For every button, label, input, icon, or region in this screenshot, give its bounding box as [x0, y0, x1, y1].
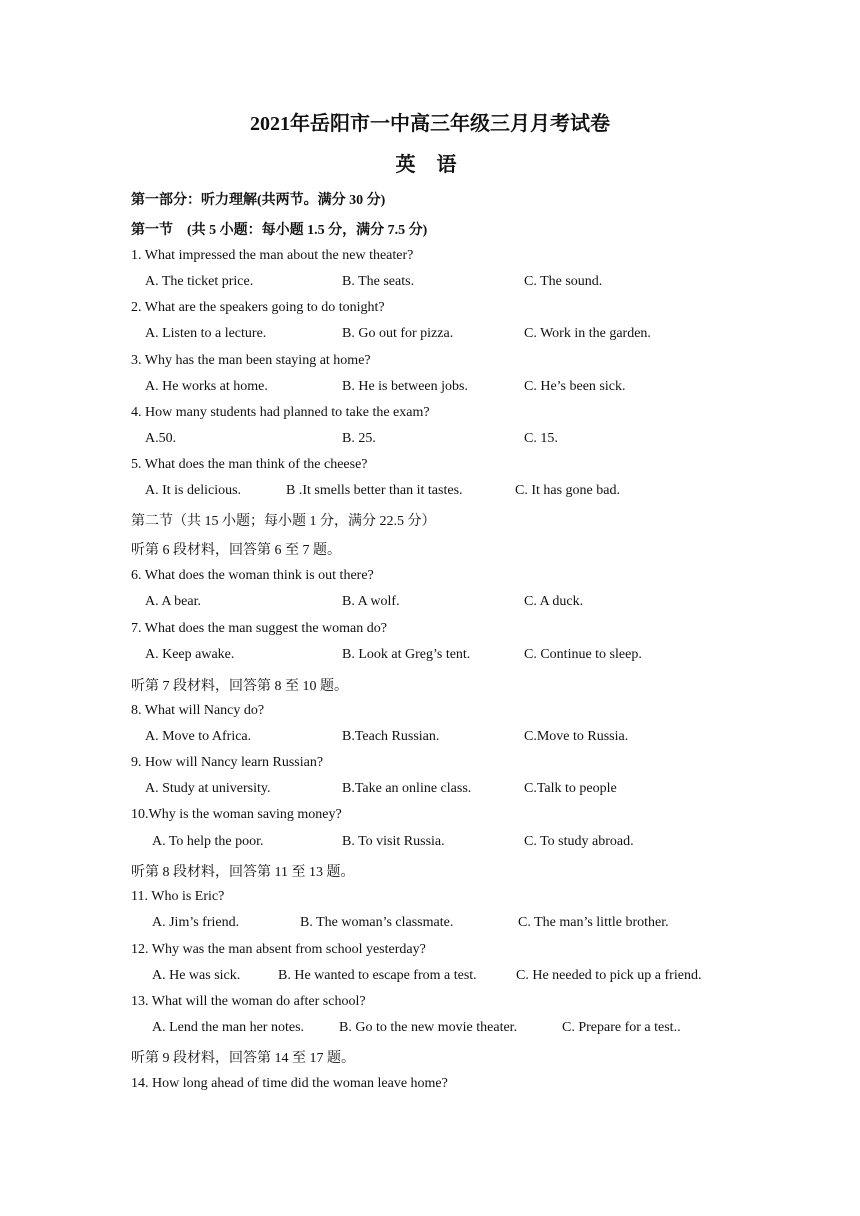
- q11-option-b: B. The woman’s classmate.: [300, 915, 454, 930]
- question-13: 13. What will the woman do after school?: [131, 994, 366, 1009]
- q3-option-b: B. He is between jobs.: [342, 379, 468, 394]
- question-11: 11. Who is Eric?: [131, 889, 225, 904]
- q7-option-a: A. Keep awake.: [145, 647, 235, 662]
- q10-option-a: A. To help the poor.: [152, 834, 264, 849]
- q5-option-a: A. It is delicious.: [145, 483, 242, 498]
- q13-option-c: C. Prepare for a test..: [562, 1020, 681, 1035]
- listening-note-8: 听第 8 段材料，回答第 11 至 13 题。: [131, 865, 355, 880]
- q5-option-c: C. It has gone bad.: [515, 483, 620, 498]
- subject-title: 英 语: [395, 154, 465, 176]
- q3-option-c: C. He’s been sick.: [524, 379, 626, 394]
- q6-option-c: C. A duck.: [524, 594, 584, 609]
- part1-heading: 第一部分：听力理解(共两节。满分 30 分): [131, 193, 386, 208]
- question-1: 1. What impressed the man about the new theater?: [131, 248, 414, 263]
- question-12: 12. Why was the man absent from school yesterday?: [131, 942, 426, 957]
- q2-option-c: C. Work in the garden.: [524, 326, 651, 341]
- q9-option-a: A. Study at university.: [145, 781, 271, 796]
- q8-option-b: B.Teach Russian.: [342, 729, 440, 744]
- question-4: 4. How many students had planned to take the exam?: [131, 405, 430, 420]
- listening-note-9: 听第 9 段材料，回答第 14 至 17 题。: [131, 1051, 355, 1066]
- question-2: 2. What are the speakers going to do tonight?: [131, 300, 385, 315]
- question-6: 6. What does the woman think is out there?: [131, 568, 374, 583]
- q4-option-c: C. 15.: [524, 431, 558, 446]
- q4-option-b: B. 25.: [342, 431, 376, 446]
- q12-option-c: C. He needed to pick up a friend.: [516, 968, 702, 983]
- question-9: 9. How will Nancy learn Russian?: [131, 755, 324, 770]
- q4-option-a: A.50.: [145, 431, 177, 446]
- q12-option-a: A. He was sick.: [152, 968, 241, 983]
- question-5: 5. What does the man think of the cheese?: [131, 457, 368, 472]
- question-14: 14. How long ahead of time did the woman leave home?: [131, 1076, 448, 1091]
- q7-option-b: B. Look at Greg’s tent.: [342, 647, 471, 662]
- question-7: 7. What does the man suggest the woman do?: [131, 621, 387, 636]
- q6-option-a: A. A bear.: [145, 594, 201, 609]
- q8-option-a: A. Move to Africa.: [145, 729, 252, 744]
- listening-note-7: 听第 7 段材料，回答第 8 至 10 题。: [131, 679, 348, 694]
- q9-option-c: C.Talk to people: [524, 781, 617, 796]
- q2-option-b: B. Go out for pizza.: [342, 326, 454, 341]
- question-10: 10.Why is the woman saving money?: [131, 807, 342, 822]
- q9-option-b: B.Take an online class.: [342, 781, 472, 796]
- listening-note-6: 听第 6 段材料，回答第 6 至 7 题。: [131, 543, 341, 558]
- q13-option-b: B. Go to the new movie theater.: [339, 1020, 518, 1035]
- section1-heading: 第一节 (共 5 小题：每小题 1.5 分，满分 7.5 分): [131, 223, 428, 238]
- q12-option-b: B. He wanted to escape from a test.: [278, 968, 477, 983]
- q5-option-b: B .It smells better than it tastes.: [286, 483, 463, 498]
- q2-option-a: A. Listen to a lecture.: [145, 326, 267, 341]
- q10-option-b: B. To visit Russia.: [342, 834, 445, 849]
- q1-option-c: C. The sound.: [524, 274, 603, 289]
- q1-option-a: A. The ticket price.: [145, 274, 254, 289]
- q7-option-c: C. Continue to sleep.: [524, 647, 642, 662]
- exam-title: 2021年岳阳市一中高三年级三月月考试卷: [250, 113, 610, 135]
- q8-option-c: C.Move to Russia.: [524, 729, 629, 744]
- q11-option-c: C. The man’s little brother.: [518, 915, 669, 930]
- q11-option-a: A. Jim’s friend.: [152, 915, 240, 930]
- q10-option-c: C. To study abroad.: [524, 834, 634, 849]
- question-8: 8. What will Nancy do?: [131, 703, 265, 718]
- section2-heading: 第二节（共 15 小题；每小题 1 分，满分 22.5 分）: [131, 514, 436, 529]
- question-3: 3. Why has the man been staying at home?: [131, 353, 371, 368]
- q13-option-a: A. Lend the man her notes.: [152, 1020, 305, 1035]
- q1-option-b: B. The seats.: [342, 274, 415, 289]
- q6-option-b: B. A wolf.: [342, 594, 400, 609]
- q3-option-a: A. He works at home.: [145, 379, 268, 394]
